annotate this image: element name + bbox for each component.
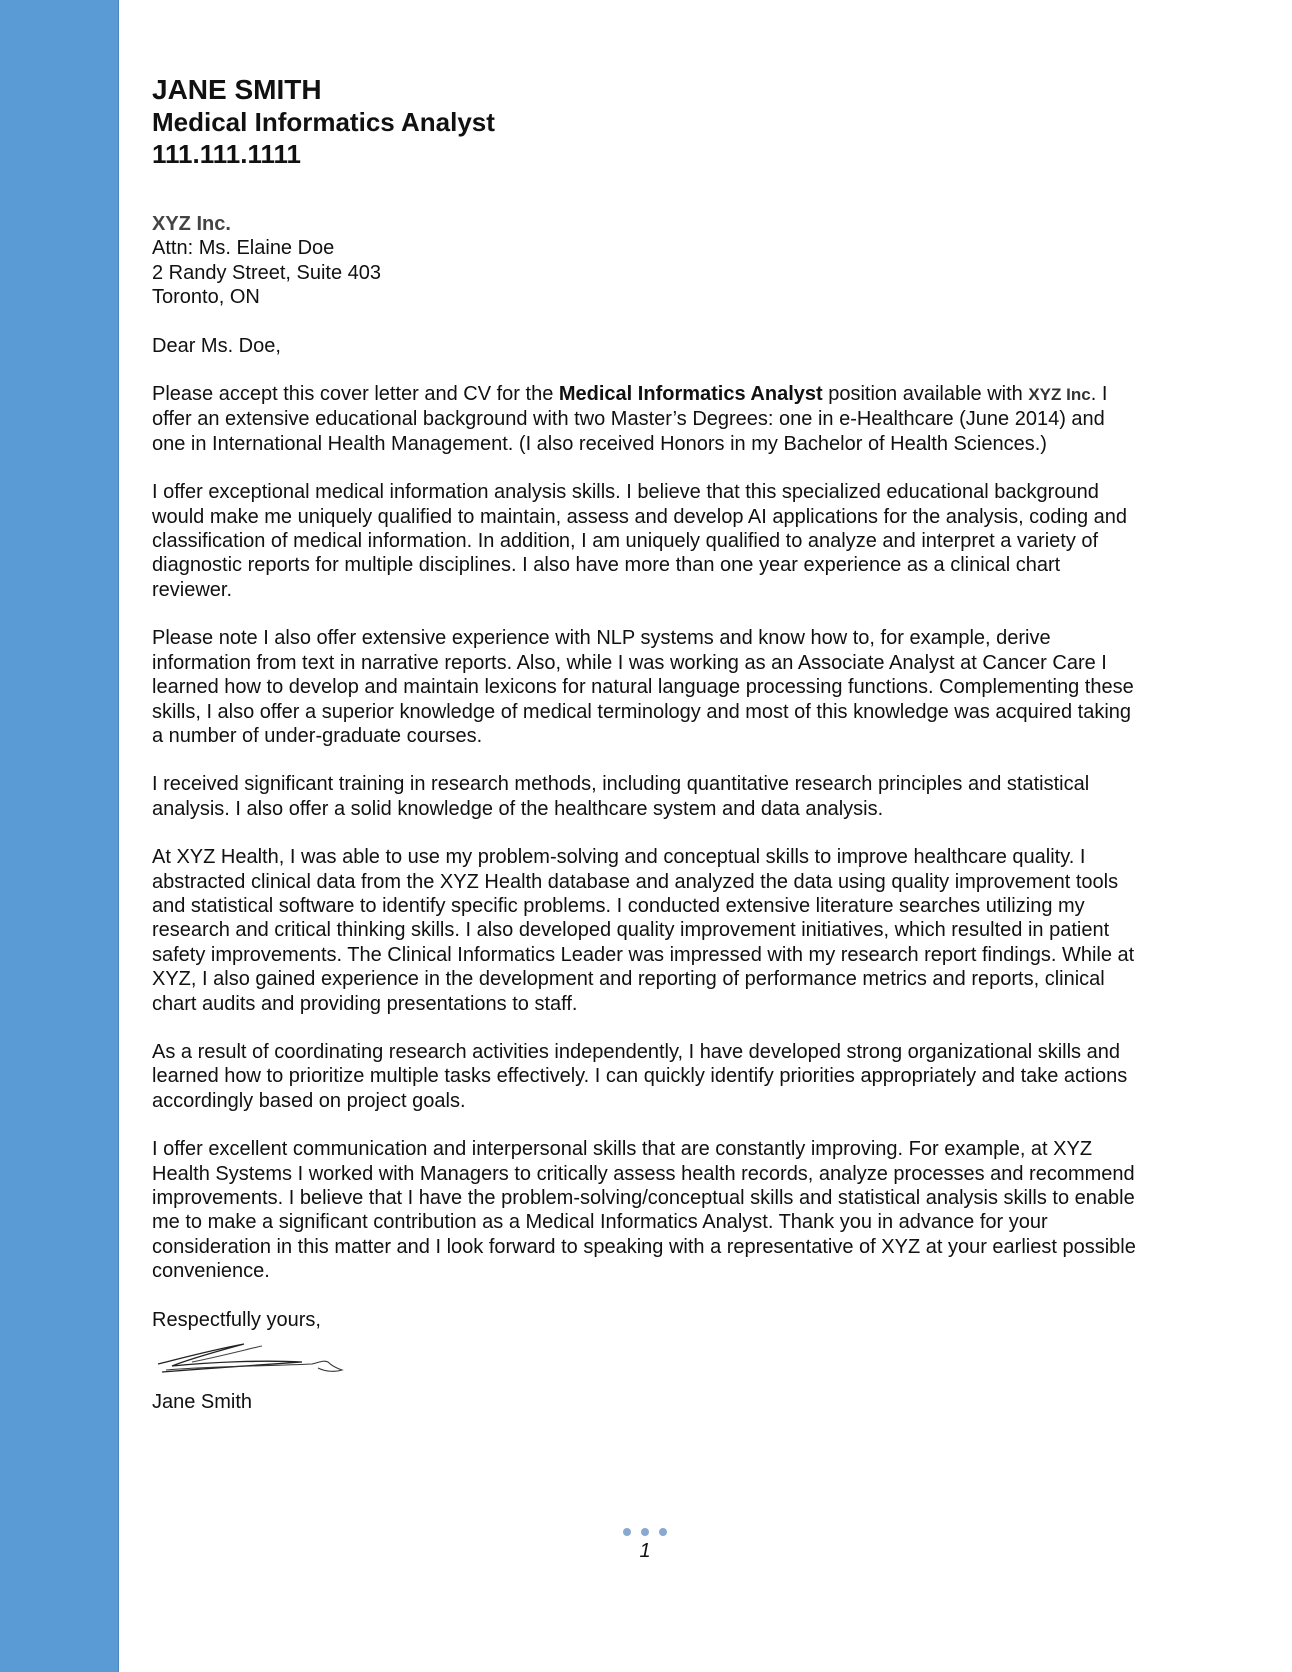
footer-dot <box>641 1528 649 1536</box>
paragraph-analysis-skills: I offer exceptional medical information analysis skills. I believe that this specialized educational background would make me uniquely qualified to maintain, assess and develop AI applications for the analysis, coding and classification of medical information. In addition, I am uniquely qualified to analyze and interpret a variety of diagnostic reports for multiple disciplines. I also have more than one year experience as a clinical chart reviewer. <box>152 481 1128 601</box>
handwritten-signature <box>152 1332 352 1378</box>
recipient-street: 2 Randy Street, Suite 403 <box>152 261 382 284</box>
paragraph-intro <box>152 382 1142 456</box>
paragraph-intro-part-1: Please accept this cover letter and CV for the <box>152 383 559 406</box>
footer-dot <box>623 1528 631 1536</box>
footer-dots <box>600 1528 690 1536</box>
paragraph-organizational-skills: As a result of coordinating research activities independently, I have developed strong organizational skills and learned how to prioritize multiple tasks effectively. I can quickly identify priorities appropriately and take actions accordingly based on project goals. <box>152 1040 1128 1112</box>
cover-letter <box>152 74 1142 1414</box>
position-title: Medical Informatics Analyst <box>558 383 823 406</box>
paragraph-communication-skills: I offer excellent communication and interpersonal skills that are constantly improving. For example, at XYZ Health Systems I worked with Managers to critically assess health records, analyze processes and recommend improvements. I believe that I have the problem-solving/conceptual skills and statistical analysis skills to enable me to make a significant contribution as a Medical Informatics Analyst. Thank you in advance for your consideration in this matter and I look forward to speaking with a representative of XYZ at your earliest possible convenience. <box>152 1138 1136 1283</box>
paragraph-xyz-health: At XYZ Health, I was able to use my problem-solving and conceptual skills to improve healthcare quality. I abstracted clinical data from the XYZ Health database and analyzed the data using quality improvement tools and statistical software to identify specific problems. I conducted extensive literature searches utilizing my research and critical thinking skills. I also developed quality improvement initiatives, which resulted in patient safety improvements. The Clinical Informatics Leader was impressed with my research report findings. While at XYZ, I also gained experience in the development and reporting of performance metrics and reports, clinical chart audits and providing presentations to staff. <box>152 846 1135 1015</box>
recipient-city: Toronto, ON <box>152 286 260 309</box>
applicant-phone: 111.111.1111 <box>152 139 302 169</box>
recipient-company: XYZ Inc. <box>152 213 231 235</box>
recipient-address <box>152 212 1142 310</box>
applicant-job-title: Medical Informatics Analyst <box>152 107 495 137</box>
paragraph-research-training: I received significant training in research methods, including quantitative research principles and statistical analysis. I also offer a solid knowledge of the healthcare system and data analysis. <box>152 773 1090 820</box>
signer-name: Jane Smith <box>152 1391 253 1414</box>
closing: Respectfully yours, <box>152 1308 321 1331</box>
side-color-bar <box>0 0 119 1672</box>
company-name-inline: XYZ Inc <box>1028 385 1091 405</box>
page-number: 1 <box>639 1540 651 1562</box>
paragraph-nlp-experience: Please note I also offer extensive experience with NLP systems and know how to, for example, derive information from text in narrative reports. Also, while I was working as an Associate Analyst at Cancer Care I learned how to develop and maintain lexicons for natural language processing functions. Complementing these skills, I also offer a superior knowledge of medical terminology and most of this knowledge was acquired taking a number of under-graduate courses. <box>152 627 1134 747</box>
footer-dot <box>659 1528 667 1536</box>
letter-header <box>152 74 1142 170</box>
salutation: Dear Ms. Doe, <box>152 334 281 357</box>
paragraph-intro-part-2: position available with <box>822 383 1029 406</box>
recipient-attn: Attn: Ms. Elaine Doe <box>152 237 335 260</box>
applicant-name: JANE SMITH <box>152 74 322 105</box>
page-footer <box>600 1528 690 1562</box>
paragraph-intro-part-3: . I offer an extensive educational background with two Master’s Degrees: one in e-Healthcare (June 2014) and one in International Health Management. (I also received Honors in my Bachelor of Health Sciences.) <box>152 383 1108 455</box>
